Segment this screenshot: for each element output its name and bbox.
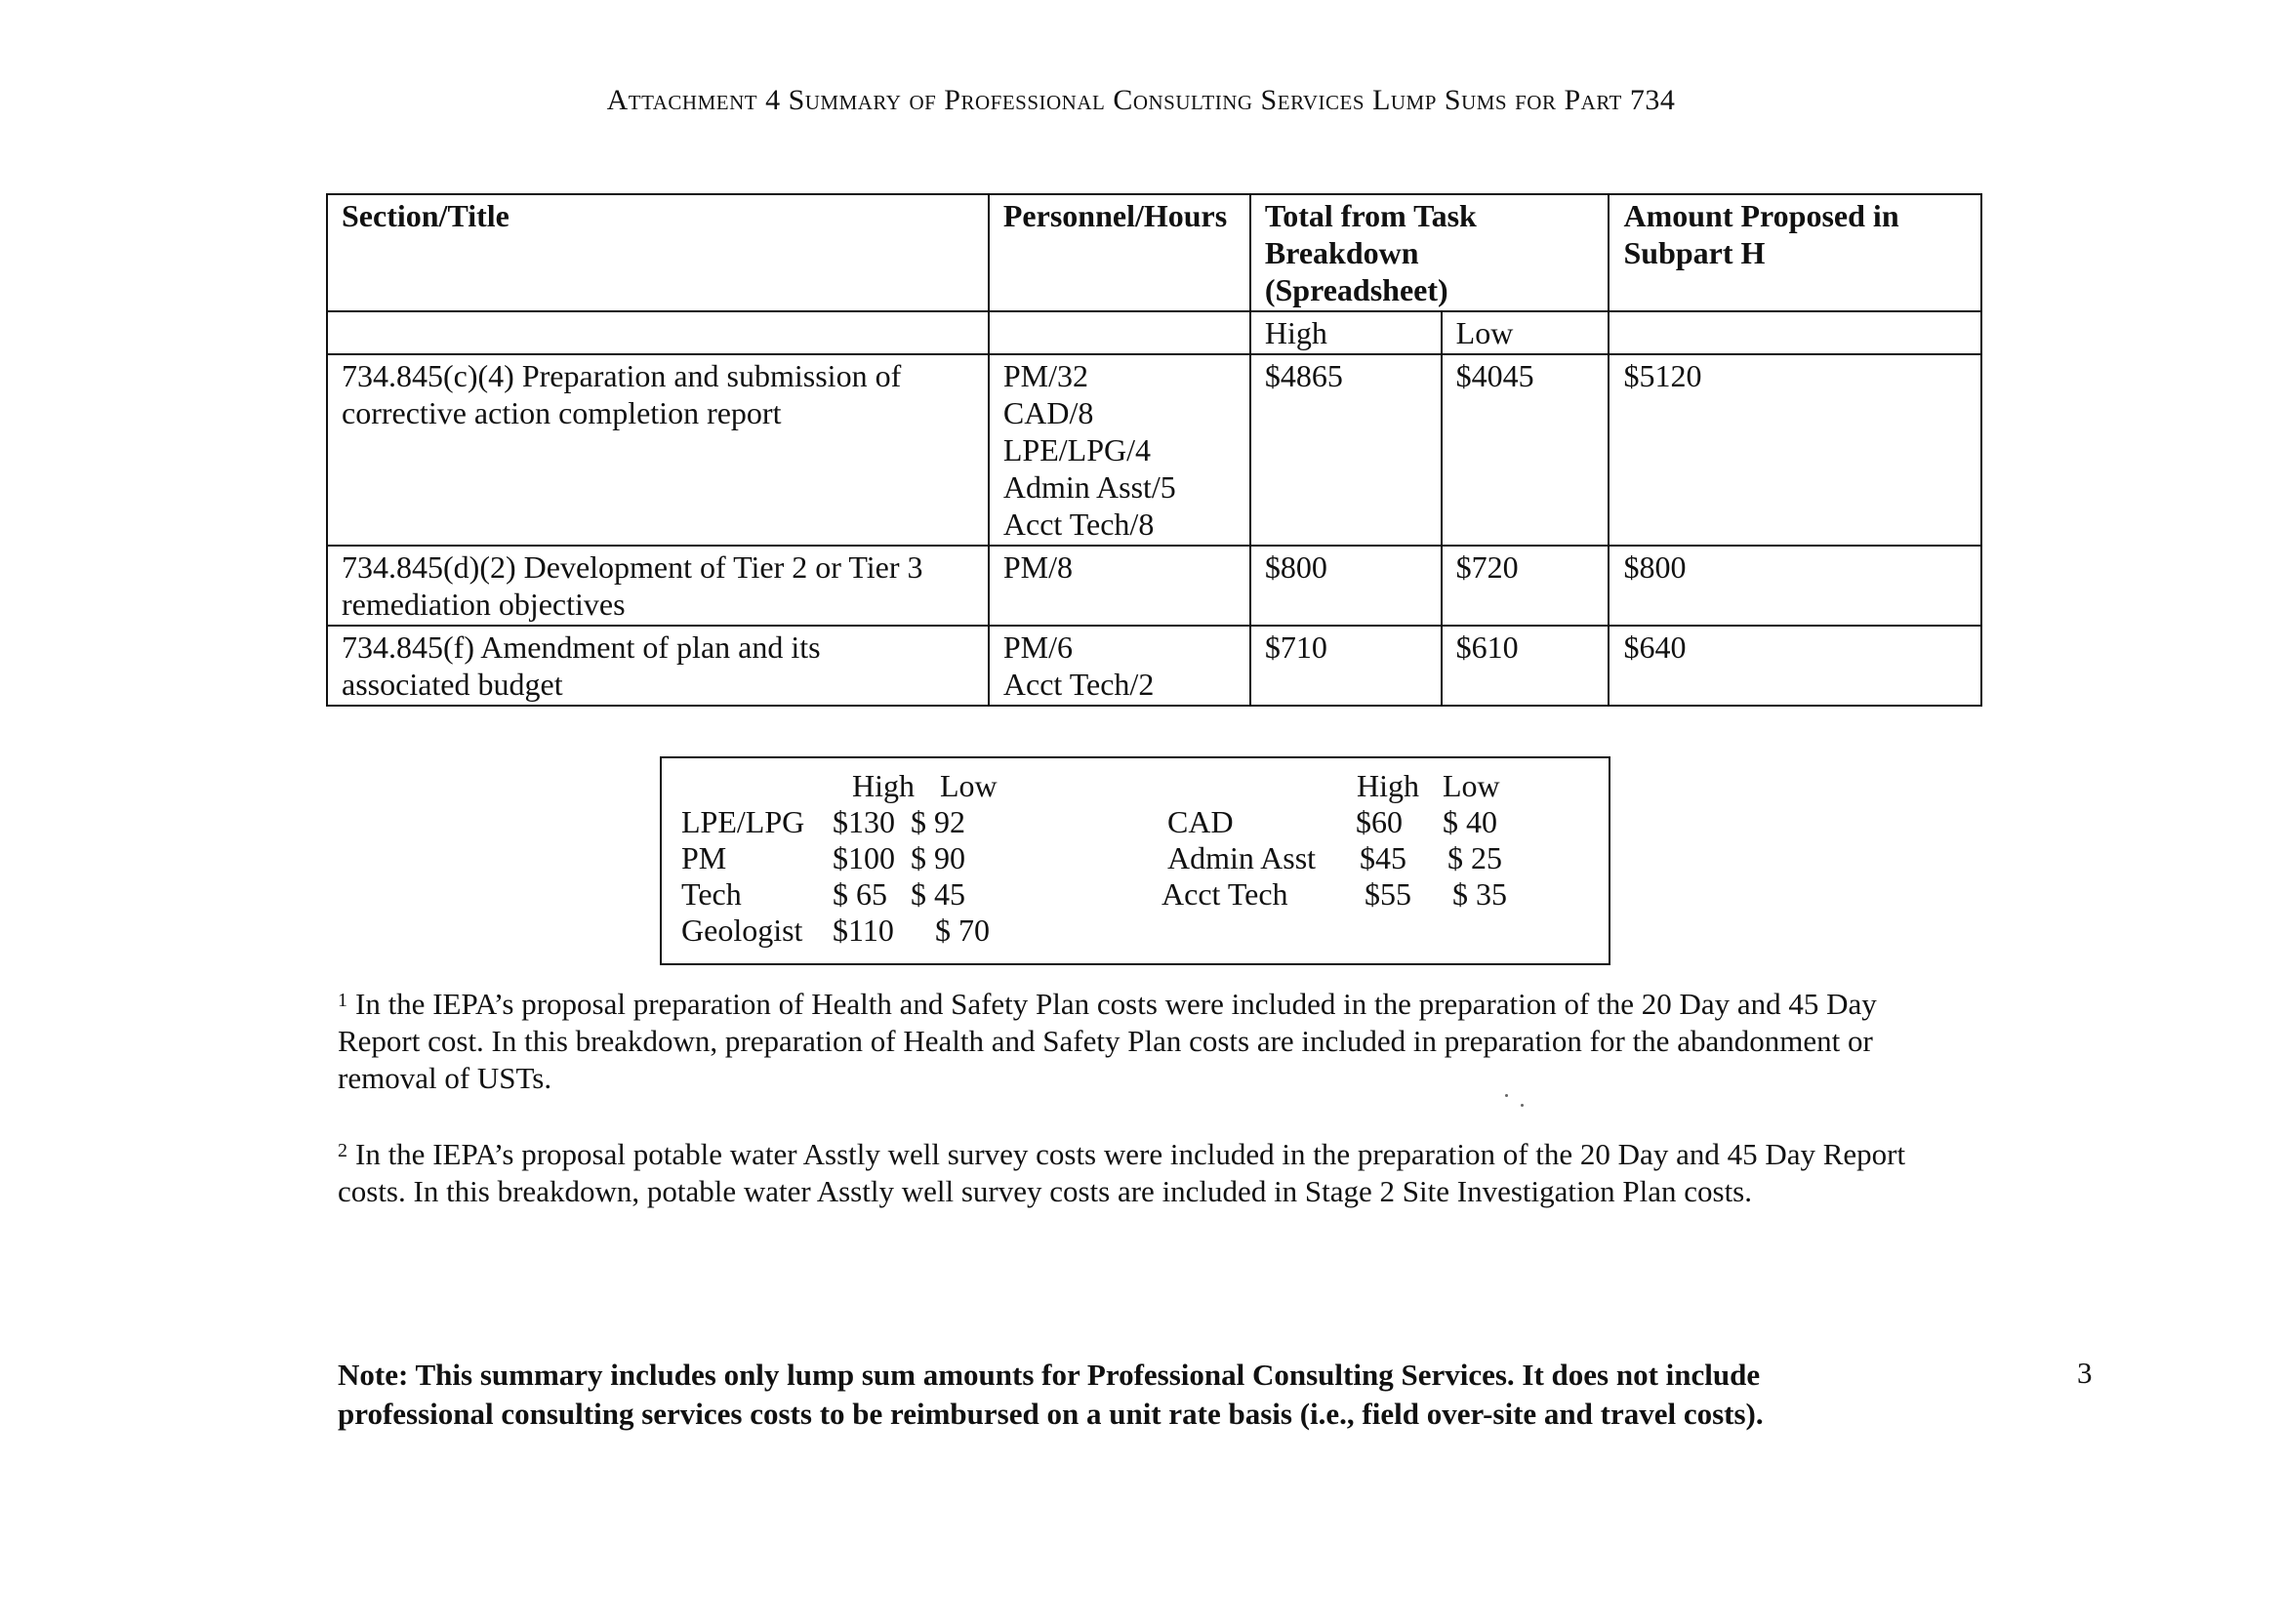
high-cell: $800 xyxy=(1250,546,1442,626)
hourly-rates-box xyxy=(660,756,1610,965)
rates-right-high-header: High xyxy=(1357,768,1419,803)
footnote-text: In the IEPA’s proposal potable water Asstly well survey costs were included in the preparation of the 20 Day and 45 Day Report xyxy=(355,1137,1906,1171)
rate-role: CAD xyxy=(1167,804,1234,839)
footnote-line xyxy=(338,986,2036,1023)
header-amount-line: Amount Proposed in xyxy=(1623,198,1899,233)
rate-high: $100 xyxy=(833,840,895,875)
summary-note xyxy=(338,1356,1958,1434)
footnote-mark: 1 xyxy=(338,990,347,1011)
rate-high: $ 65 xyxy=(833,876,887,912)
page-number: 3 xyxy=(2077,1356,2093,1390)
header-amount-proposed xyxy=(1609,194,1981,311)
header-total-line: Breakdown xyxy=(1264,235,1419,270)
rate-low: $ 70 xyxy=(935,913,990,948)
subheader-empty xyxy=(327,311,989,354)
personnel-cell xyxy=(989,626,1250,706)
rate-role: LPE/LPG xyxy=(681,804,805,839)
footnote-line: costs. In this breakdown, potable water Asstly well survey costs are included in Stage 2 Site Investigation Plan costs. xyxy=(338,1174,1752,1208)
personnel-line: PM/8 xyxy=(1002,549,1074,585)
subheader-high: High xyxy=(1250,311,1442,354)
amount-cell: $640 xyxy=(1609,626,1981,706)
page-title: Attachment 4 Summary of Professional Consulting Services Lump Sums for Part 734 xyxy=(606,84,1676,116)
high-cell: $4865 xyxy=(1250,354,1442,546)
section-line: 734.845(d)(2) Development of Tier 2 or Tier 3 xyxy=(342,549,923,585)
rate-role: Tech xyxy=(681,876,742,912)
table-header-row xyxy=(327,194,1981,311)
rates-left-high-header: High xyxy=(852,768,915,803)
header-personnel-hours: Personnel/Hours xyxy=(989,194,1250,311)
rates-left-low-header: Low xyxy=(940,768,998,803)
personnel-line: CAD/8 xyxy=(1002,395,1094,430)
section-line: associated budget xyxy=(342,667,563,702)
personnel-line: PM/6 xyxy=(1002,629,1074,665)
rate-low: $ 35 xyxy=(1452,876,1507,912)
subheader-empty xyxy=(989,311,1250,354)
rate-high: $60 xyxy=(1356,804,1403,839)
section-cell xyxy=(327,354,989,546)
footnote-line: removal of USTs. xyxy=(338,1061,552,1095)
amount-cell: $800 xyxy=(1609,546,1981,626)
scan-speck xyxy=(1521,1104,1524,1107)
rate-low: $ 92 xyxy=(911,804,965,839)
rate-low: $ 40 xyxy=(1443,804,1497,839)
table-row xyxy=(327,354,1981,546)
footnote-2 xyxy=(338,1136,2036,1210)
section-line: 734.845(f) Amendment of plan and its xyxy=(342,629,821,665)
personnel-line: Admin Asst/5 xyxy=(1002,469,1176,505)
rate-low: $ 90 xyxy=(911,840,965,875)
footnote-line: Report cost. In this breakdown, preparation of Health and Safety Plan costs are included in preparation for the abandonment or xyxy=(338,1024,1873,1058)
note-line: professional consulting services costs to be reimbursed on a unit rate basis (i.e., field over-site and travel costs). xyxy=(338,1397,1764,1431)
rate-role: PM xyxy=(681,840,727,875)
footnote-1 xyxy=(338,986,2036,1097)
header-section-title: Section/Title xyxy=(327,194,989,311)
note-line: Note: This summary includes only lump sum amounts for Professional Consulting Services. It does not include xyxy=(338,1358,1761,1392)
header-total-line: Total from Task xyxy=(1264,198,1477,233)
section-cell xyxy=(327,546,989,626)
personnel-cell xyxy=(989,546,1250,626)
rate-low: $ 25 xyxy=(1447,840,1502,875)
personnel-line: Acct Tech/2 xyxy=(1002,667,1155,702)
personnel-line: Acct Tech/8 xyxy=(1002,507,1155,542)
personnel-line: PM/32 xyxy=(1002,358,1089,393)
table-row xyxy=(327,626,1981,706)
personnel-cell xyxy=(989,354,1250,546)
rate-high: $45 xyxy=(1360,840,1406,875)
footnote-text: In the IEPA’s proposal preparation of Health and Safety Plan costs were included in the preparation of the 20 Day and 45 Day xyxy=(355,987,1877,1021)
rate-role: Admin Asst xyxy=(1167,840,1317,875)
scan-speck xyxy=(1505,1094,1508,1097)
header-amount-line: Subpart H xyxy=(1623,235,1766,270)
section-line: corrective action completion report xyxy=(342,395,782,430)
low-cell: $610 xyxy=(1442,626,1610,706)
header-total-line: (Spreadsheet) xyxy=(1264,272,1448,307)
rate-high: $55 xyxy=(1365,876,1411,912)
section-line: remediation objectives xyxy=(342,587,626,622)
rates-right-low-header: Low xyxy=(1443,768,1500,803)
personnel-line: LPE/LPG/4 xyxy=(1002,432,1151,467)
low-cell: $720 xyxy=(1442,546,1610,626)
section-line: 734.845(c)(4) Preparation and submission of xyxy=(342,358,902,393)
rate-role: Geologist xyxy=(681,913,803,948)
rate-high: $130 xyxy=(833,804,895,839)
rate-high: $110 xyxy=(833,913,894,948)
subheader-low: Low xyxy=(1442,311,1610,354)
table-subheader-row xyxy=(327,311,1981,354)
subheader-empty xyxy=(1609,311,1981,354)
high-cell: $710 xyxy=(1250,626,1442,706)
amount-cell: $5120 xyxy=(1609,354,1981,546)
lump-sum-table xyxy=(326,193,1982,707)
header-total-task-breakdown xyxy=(1250,194,1610,311)
low-cell: $4045 xyxy=(1442,354,1610,546)
section-cell xyxy=(327,626,989,706)
rate-low: $ 45 xyxy=(911,876,965,912)
table-row xyxy=(327,546,1981,626)
rate-role: Acct Tech xyxy=(1161,876,1288,912)
footnote-mark: 2 xyxy=(338,1140,347,1161)
footnote-line xyxy=(338,1136,2036,1173)
